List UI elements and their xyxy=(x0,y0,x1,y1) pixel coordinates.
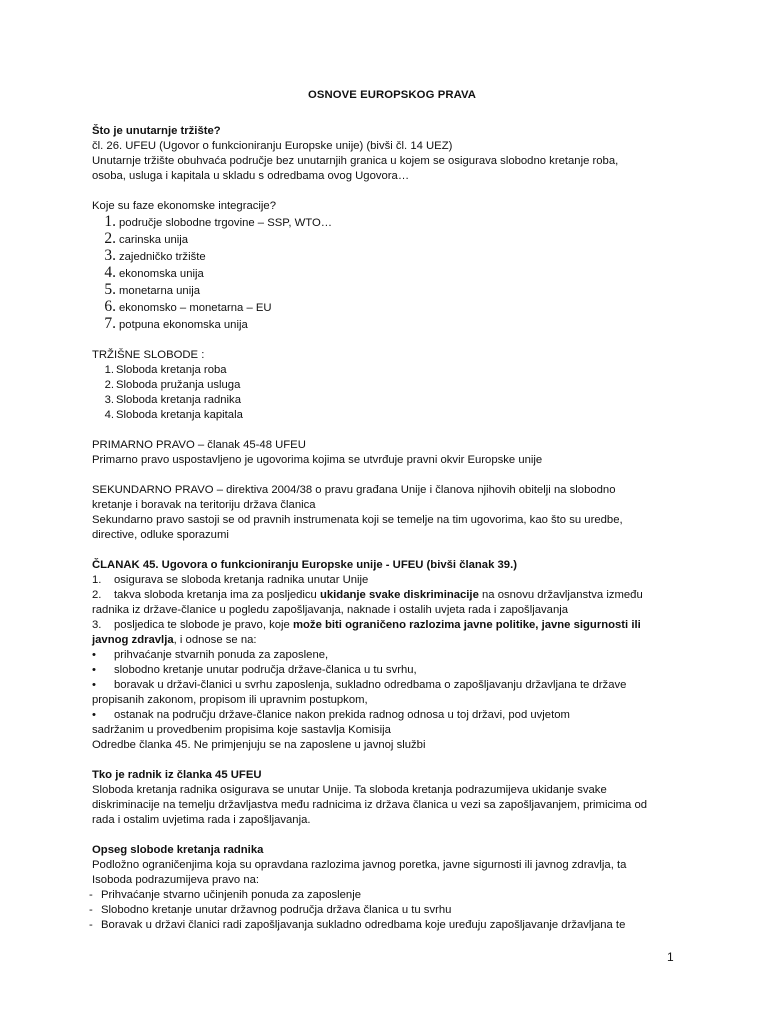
text-line: javnog zdravlja, i odnose se na: xyxy=(92,634,257,646)
text-line: Sekundarno pravo sastoji se od pravnih instrumenata koji se temelje na tim ugovorima, kao što su uredbe, xyxy=(92,514,623,526)
page-number: 1 xyxy=(667,950,674,964)
text-line: diskriminacije na temelju državljastva među radnicima iz država članica u vezi sa zapošljavanjem, primicima od xyxy=(92,799,648,811)
section-heading: Tko je radnik iz članka 45 UFEU xyxy=(92,769,262,781)
list-item: 1. područje slobodne trgovine – SSP, WTO… xyxy=(104,213,333,230)
text-line: čl. 26. UFEU (Ugovor o funkcioniranju Europske unije) (bivši čl. 14 UEZ) xyxy=(92,140,453,152)
text-line: rada i ostalim uvjetima rada i zapošljavanja. xyxy=(92,814,311,826)
text-line: Podložno ograničenjima koja su opravdana razlozima javnog poretka, javne sigurnosti ili javnog zdravlja, ta xyxy=(92,859,627,871)
list-item: 5. monetarna unija xyxy=(104,281,201,298)
section-heading: ČLANAK 45. Ugovora o funkcioniranju Europske unije - UFEU (bivši članak 39.) xyxy=(92,559,517,571)
text-line: radnika iz države-članice u pogledu zapošljavanja, naknade i ostalih uvjeta rada i zapošljavanja xyxy=(92,604,569,616)
article-point: 2. takva sloboda kretanja ima za posljedicu ukidanje svake diskriminacije na osnovu državljanstva između xyxy=(92,589,643,601)
list-item: 2. Sloboda pružanja usluga xyxy=(104,379,241,391)
integration-phases-list xyxy=(92,214,692,333)
list-item: 4. Sloboda kretanja kapitala xyxy=(104,409,243,421)
text-line: osoba, usluga i kapitala u skladu s odredbama ovog Ugovora… xyxy=(92,170,410,182)
dash-item: - Prihvaćanje stvarno učinjenih ponuda za zaposlenje xyxy=(89,889,361,901)
list-item: 7. potpuna ekonomska unija xyxy=(104,315,248,332)
text-line: directive, odluke sporazumi xyxy=(92,529,229,541)
article-point: 1. osigurava se sloboda kretanja radnika unutar Unije xyxy=(92,574,369,586)
list-item: 2. carinska unija xyxy=(104,230,189,247)
page-title: OSNOVE EUROPSKOG PRAVA xyxy=(307,89,477,101)
text-line: kretanje i boravak na teritoriju država članica xyxy=(92,499,316,511)
bullet-item: • ostanak na području države-članice nakon prekida radnog odnosa u toj državi, pod uvjetom xyxy=(92,709,570,721)
section-heading: Opseg slobode kretanja radnika xyxy=(92,844,264,856)
list-item: 4. ekonomska unija xyxy=(104,264,204,281)
text-line: Isoboda podrazumijeva pravo na: xyxy=(92,874,260,886)
text-line: Unutarnje tržište obuhvaća područje bez unutarnjih granica u kojem se osigurava slobodno kretanje roba, xyxy=(92,155,619,167)
text-line: Primarno pravo uspostavljeno je ugovorima kojima se utvrđuje pravni okvir Europske unije xyxy=(92,454,543,466)
bullet-item: • boravak u državi-članici u svrhu zaposlenja, sukladno odredbama o zapošljavanju državljana te države xyxy=(92,679,627,691)
bullet-item: • slobodno kretanje unutar područja države-članica u tu svrhu, xyxy=(92,664,417,676)
section-heading: TRŽIŠNE SLOBODE : xyxy=(92,349,205,361)
list-item: 6. ekonomsko – monetarna – EU xyxy=(104,298,272,315)
text-line: propisanih zakonom, propisom ili upravnim postupkom, xyxy=(92,694,368,706)
list-item: 3. Sloboda kretanja radnika xyxy=(104,394,241,406)
dash-item: - Boravak u državi članici radi zapošljavanja sukladno odredbama koje uređuju zapošljavanje državljana te xyxy=(89,919,626,931)
question-line: Koje su faze ekonomske integracije? xyxy=(92,200,276,212)
text-line: Odredbe članka 45. Ne primjenjuju se na zaposlene u javnoj službi xyxy=(92,739,426,751)
list-item: 3. zajedničko tržište xyxy=(104,247,206,264)
dash-item: - Slobodno kretanje unutar državnog područja država članica u tu svrhu xyxy=(89,904,452,916)
list-item: 1. Sloboda kretanja roba xyxy=(104,364,227,376)
article-point: 3. posljedica te slobode je pravo, koje može biti ograničeno razlozima javne politike, javne sigurnosti ili xyxy=(92,619,641,631)
text-line: SEKUNDARNO PRAVO – direktiva 2004/38 o pravu građana Unije i članova njihovih obitelji na slobodno xyxy=(92,484,616,496)
document-page xyxy=(89,85,692,933)
bullet-item: • prihvaćanje stvarnih ponuda za zaposlene, xyxy=(92,649,329,661)
section-heading: Što je unutarnje tržište? xyxy=(92,125,221,137)
text-line: sadržanim u provedbenim propisima koje sastavlja Komisija xyxy=(92,724,391,736)
market-freedoms-list xyxy=(92,363,692,423)
text-line: PRIMARNO PRAVO – članak 45-48 UFEU xyxy=(92,439,306,451)
text-line: Sloboda kretanja radnika osigurava se unutar Unije. Ta sloboda kretanja podrazumijeva ukidanje svake xyxy=(92,784,607,796)
